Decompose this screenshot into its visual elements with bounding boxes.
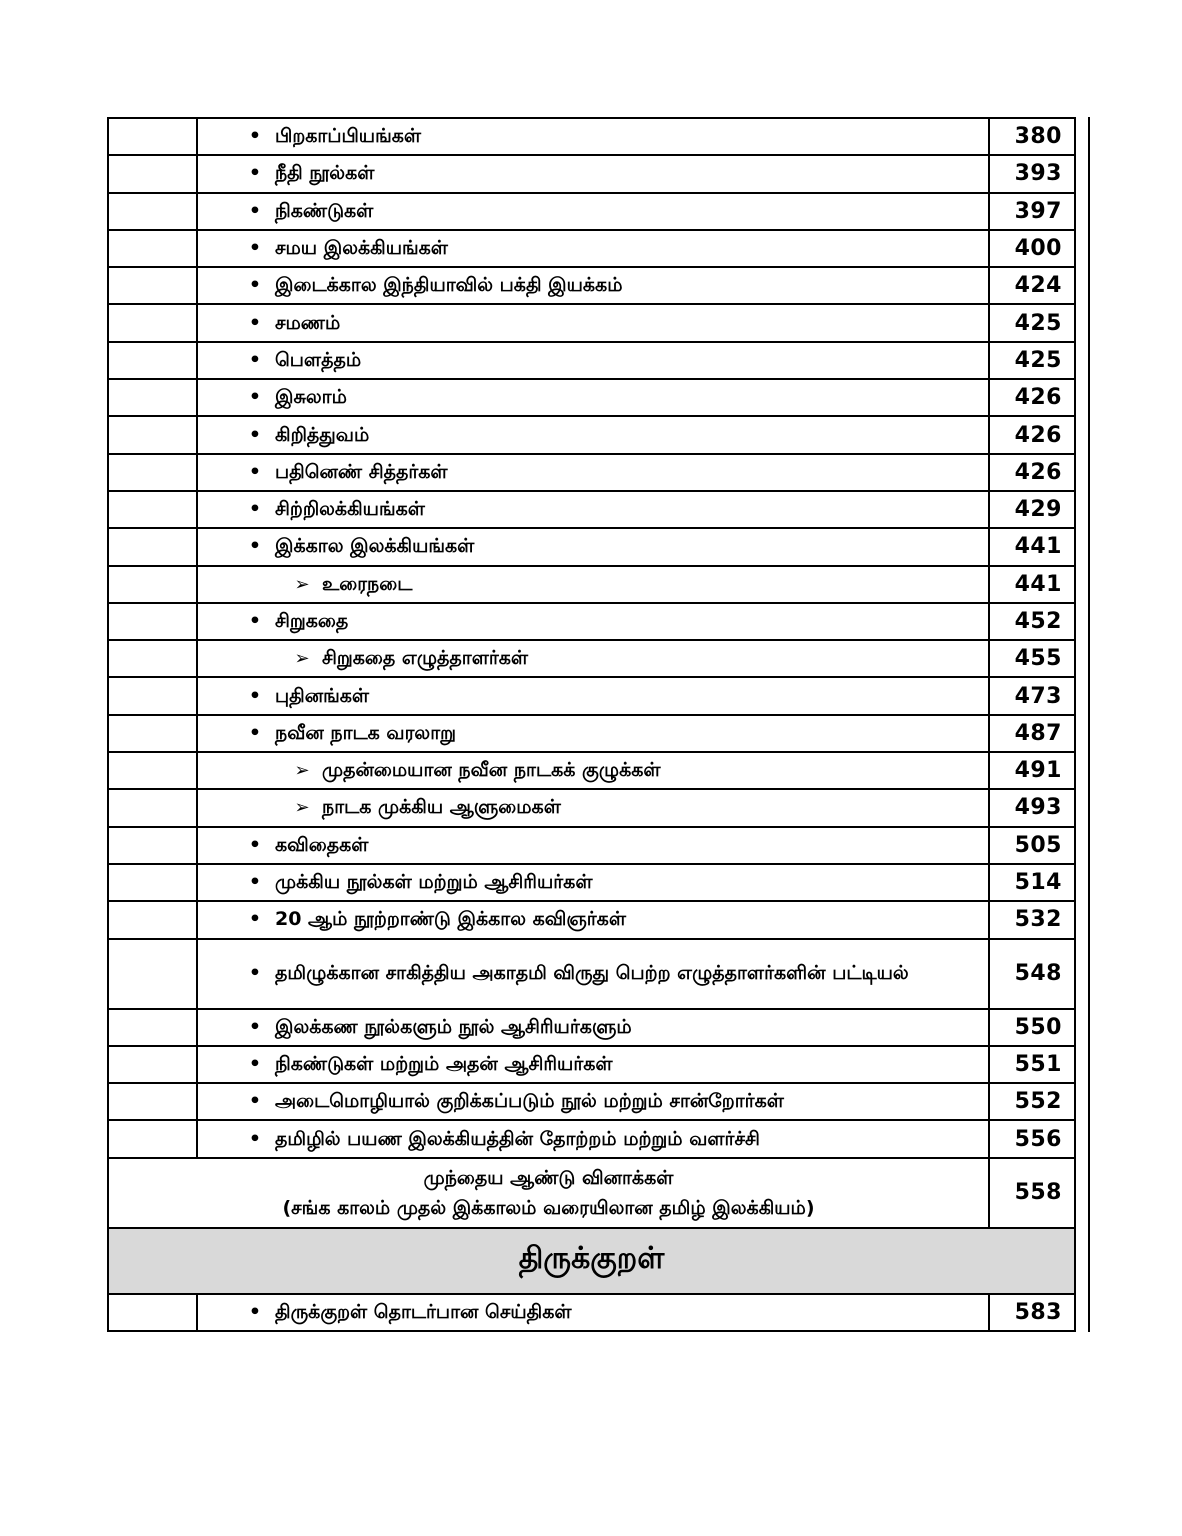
topic-label: நீதி நூல்கள் (275, 162, 375, 185)
topic-label: பதினெண் சித்தர்கள் (275, 460, 448, 483)
topic-cell (197, 752, 989, 789)
bullet-icon: • (248, 348, 262, 371)
topic-cell (197, 677, 989, 714)
topic-label: அடைமொழியால் குறிக்கப்படும் நூல் மற்றும் சான்றோர்கள் (275, 1090, 784, 1113)
topic-label: சமணம் (275, 311, 341, 334)
empty-cell (108, 1009, 197, 1046)
topic-label: இசுலாம் (275, 386, 347, 409)
bullet-icon: • (248, 386, 262, 409)
topic-cell (197, 1083, 989, 1120)
page-number: 552 (989, 1083, 1075, 1120)
previous-years-row (108, 1158, 1075, 1228)
page-number: 424 (989, 267, 1075, 304)
page-number: 550 (989, 1009, 1075, 1046)
table-row (108, 267, 1075, 304)
page-number: 452 (989, 603, 1075, 640)
table-row (108, 342, 1075, 379)
topic-label: இலக்கண நூல்களும் நூல் ஆசிரியர்களும் (275, 1015, 632, 1038)
topic-label: தமிழில் பயண இலக்கியத்தின் தோற்றம் மற்றும் வளர்ச்சி (275, 1127, 760, 1150)
page-number: 491 (989, 752, 1075, 789)
page-number: 455 (989, 640, 1075, 677)
page-number: 505 (989, 827, 1075, 864)
section-heading-row (108, 1228, 1075, 1294)
empty-cell (108, 1294, 197, 1331)
empty-cell (108, 342, 197, 379)
empty-cell (108, 864, 197, 901)
topic-cell (197, 827, 989, 864)
empty-cell (108, 752, 197, 789)
page-number: 473 (989, 677, 1075, 714)
empty-cell (108, 416, 197, 453)
topic-cell (197, 118, 989, 155)
section-heading-cell (108, 1228, 1075, 1294)
topic-label: 20 ஆம் நூற்றாண்டு இக்கால கவிஞர்கள் (275, 908, 626, 931)
table-row (108, 1083, 1075, 1120)
table-row (108, 193, 1075, 230)
topic-cell (197, 155, 989, 192)
bullet-icon: • (248, 125, 262, 148)
page-number: 551 (989, 1046, 1075, 1083)
topic-cell (197, 193, 989, 230)
table-row (108, 304, 1075, 341)
bullet-icon: • (248, 311, 262, 334)
bullet-icon: • (248, 199, 262, 222)
page-number: 532 (989, 901, 1075, 938)
page-number: 487 (989, 715, 1075, 752)
bullet-icon: • (248, 1127, 262, 1150)
topic-label: இடைக்கால இந்தியாவில் பக்தி இயக்கம் (275, 274, 623, 297)
table-row (108, 1046, 1075, 1083)
previous-years-title: முந்தைய ஆண்டு வினாக்கள் (423, 1166, 674, 1189)
toc-table (107, 117, 1076, 1332)
page-number: 426 (989, 379, 1075, 416)
table-row (108, 901, 1075, 938)
page-number: 548 (989, 939, 1075, 1009)
empty-cell (108, 454, 197, 491)
empty-cell (108, 491, 197, 528)
topic-cell (197, 230, 989, 267)
empty-cell (108, 789, 197, 826)
bullet-icon: • (248, 610, 262, 632)
page-number: 429 (989, 491, 1075, 528)
previous-years-cell (108, 1158, 989, 1228)
page-number: 493 (989, 789, 1075, 826)
topic-cell (197, 789, 989, 826)
bullet-icon: • (248, 684, 262, 707)
topic-label: பிறகாப்பியங்கள் (275, 125, 422, 148)
topic-cell (197, 1046, 989, 1083)
arrow-bullet-icon: ➢ (294, 797, 310, 819)
bullet-icon: • (248, 721, 262, 744)
topic-label: நிகண்டுகள் (275, 199, 374, 222)
empty-cell (108, 901, 197, 938)
topic-cell (197, 715, 989, 752)
topic-label: கவிதைகள் (275, 833, 369, 856)
empty-cell (108, 677, 197, 714)
topic-label: தமிழுக்கான சாகித்திய அகாதமி விருது பெற்ற எழுத்தாளர்களின் பட்டியல் (275, 962, 909, 985)
topic-label: நிகண்டுகள் மற்றும் அதன் ஆசிரியர்கள் (275, 1052, 613, 1075)
bullet-icon: • (248, 274, 262, 297)
topic-cell (197, 603, 989, 640)
empty-cell (108, 267, 197, 304)
page-number: 441 (989, 528, 1075, 565)
topic-label: திருக்குறள் தொடர்பான செய்திகள் (275, 1300, 572, 1323)
topic-label: முதன்மையான நவீன நாடகக் குழுக்கள் (322, 759, 661, 782)
page-number: 441 (989, 566, 1075, 603)
table-row (108, 752, 1075, 789)
bullet-icon: • (248, 908, 262, 931)
section-title: திருக்குறள் (518, 1241, 665, 1277)
topic-label: பௌத்தம் (275, 348, 362, 371)
table-row (108, 640, 1075, 677)
topic-label: சிறுகதை எழுத்தாளர்கள் (322, 647, 529, 670)
topic-label: புதினங்கள் (275, 684, 370, 707)
empty-cell (108, 528, 197, 565)
bullet-icon: • (248, 237, 262, 260)
arrow-bullet-icon: ➢ (294, 760, 310, 782)
topic-cell (197, 454, 989, 491)
table-row (108, 827, 1075, 864)
table-row (108, 379, 1075, 416)
topic-cell (197, 939, 989, 1009)
table-row (108, 939, 1075, 1009)
topic-cell (197, 864, 989, 901)
topic-label: சிறுகதை (275, 610, 349, 632)
empty-cell (108, 939, 197, 1009)
table-row (108, 603, 1075, 640)
bullet-icon: • (248, 1300, 262, 1323)
empty-cell (108, 155, 197, 192)
previous-years-subtitle: (சங்க காலம் முதல் இக்காலம் வரையிலான தமிழ் இலக்கியம்) (282, 1196, 815, 1219)
topic-cell (197, 901, 989, 938)
bullet-icon: • (248, 460, 262, 483)
page-number: 583 (989, 1294, 1075, 1331)
table-row (108, 1294, 1075, 1331)
topic-cell (197, 1294, 989, 1331)
empty-cell (108, 827, 197, 864)
topic-cell (197, 640, 989, 677)
topic-cell (197, 1120, 989, 1157)
page-number: 400 (989, 230, 1075, 267)
topic-label: இக்கால இலக்கியங்கள் (275, 535, 475, 558)
bullet-icon: • (248, 962, 262, 985)
page-number: 426 (989, 416, 1075, 453)
topic-cell (197, 491, 989, 528)
page-number: 425 (989, 342, 1075, 379)
table-row (108, 566, 1075, 603)
empty-cell (108, 1120, 197, 1157)
bullet-icon: • (248, 535, 262, 558)
empty-cell (108, 193, 197, 230)
empty-cell (108, 566, 197, 603)
page-number: 397 (989, 193, 1075, 230)
topic-label: கிறித்துவம் (275, 423, 370, 446)
topic-cell (197, 267, 989, 304)
table-row (108, 1009, 1075, 1046)
page-number: 556 (989, 1120, 1075, 1157)
empty-cell (108, 715, 197, 752)
empty-cell (108, 1046, 197, 1083)
empty-cell (108, 304, 197, 341)
arrow-bullet-icon: ➢ (294, 573, 310, 595)
empty-cell (108, 230, 197, 267)
bullet-icon: • (248, 498, 262, 521)
table-row (108, 864, 1075, 901)
topic-cell (197, 342, 989, 379)
bullet-icon: • (248, 162, 262, 185)
empty-cell (108, 118, 197, 155)
bullet-icon: • (248, 871, 262, 894)
topic-label: முக்கிய நூல்கள் மற்றும் ஆசிரியர்கள் (275, 871, 593, 894)
topic-cell (197, 379, 989, 416)
table-row (108, 454, 1075, 491)
table-row (108, 528, 1075, 565)
topic-cell (197, 566, 989, 603)
table-row (108, 715, 1075, 752)
empty-cell (108, 603, 197, 640)
topic-label: உரைநடை (322, 572, 413, 595)
arrow-bullet-icon: ➢ (294, 648, 310, 670)
bullet-icon: • (248, 1090, 262, 1113)
table-of-contents (107, 117, 1083, 1332)
topic-cell (197, 416, 989, 453)
empty-cell (108, 1083, 197, 1120)
bullet-icon: • (248, 1052, 262, 1075)
topic-cell (197, 528, 989, 565)
table-row (108, 416, 1075, 453)
bullet-icon: • (248, 423, 262, 446)
bullet-icon: • (248, 833, 262, 856)
topic-label: சமய இலக்கியங்கள் (275, 237, 448, 260)
bullet-icon: • (248, 1015, 262, 1038)
page-number: 558 (989, 1158, 1075, 1228)
table-row (108, 230, 1075, 267)
table-row (108, 155, 1075, 192)
table-row (108, 1120, 1075, 1157)
topic-label: சிற்றிலக்கியங்கள் (275, 498, 425, 521)
table-row (108, 118, 1075, 155)
page-number: 393 (989, 155, 1075, 192)
topic-cell (197, 304, 989, 341)
topic-label: நாடக முக்கிய ஆளுமைகள் (322, 796, 561, 819)
topic-label: நவீன நாடக வரலாறு (275, 721, 457, 744)
topic-cell (197, 1009, 989, 1046)
empty-cell (108, 640, 197, 677)
table-row (108, 677, 1075, 714)
table-row (108, 789, 1075, 826)
page-number: 514 (989, 864, 1075, 901)
page-number: 380 (989, 118, 1075, 155)
page-number: 426 (989, 454, 1075, 491)
table-row (108, 491, 1075, 528)
empty-cell (108, 379, 197, 416)
page-number: 425 (989, 304, 1075, 341)
